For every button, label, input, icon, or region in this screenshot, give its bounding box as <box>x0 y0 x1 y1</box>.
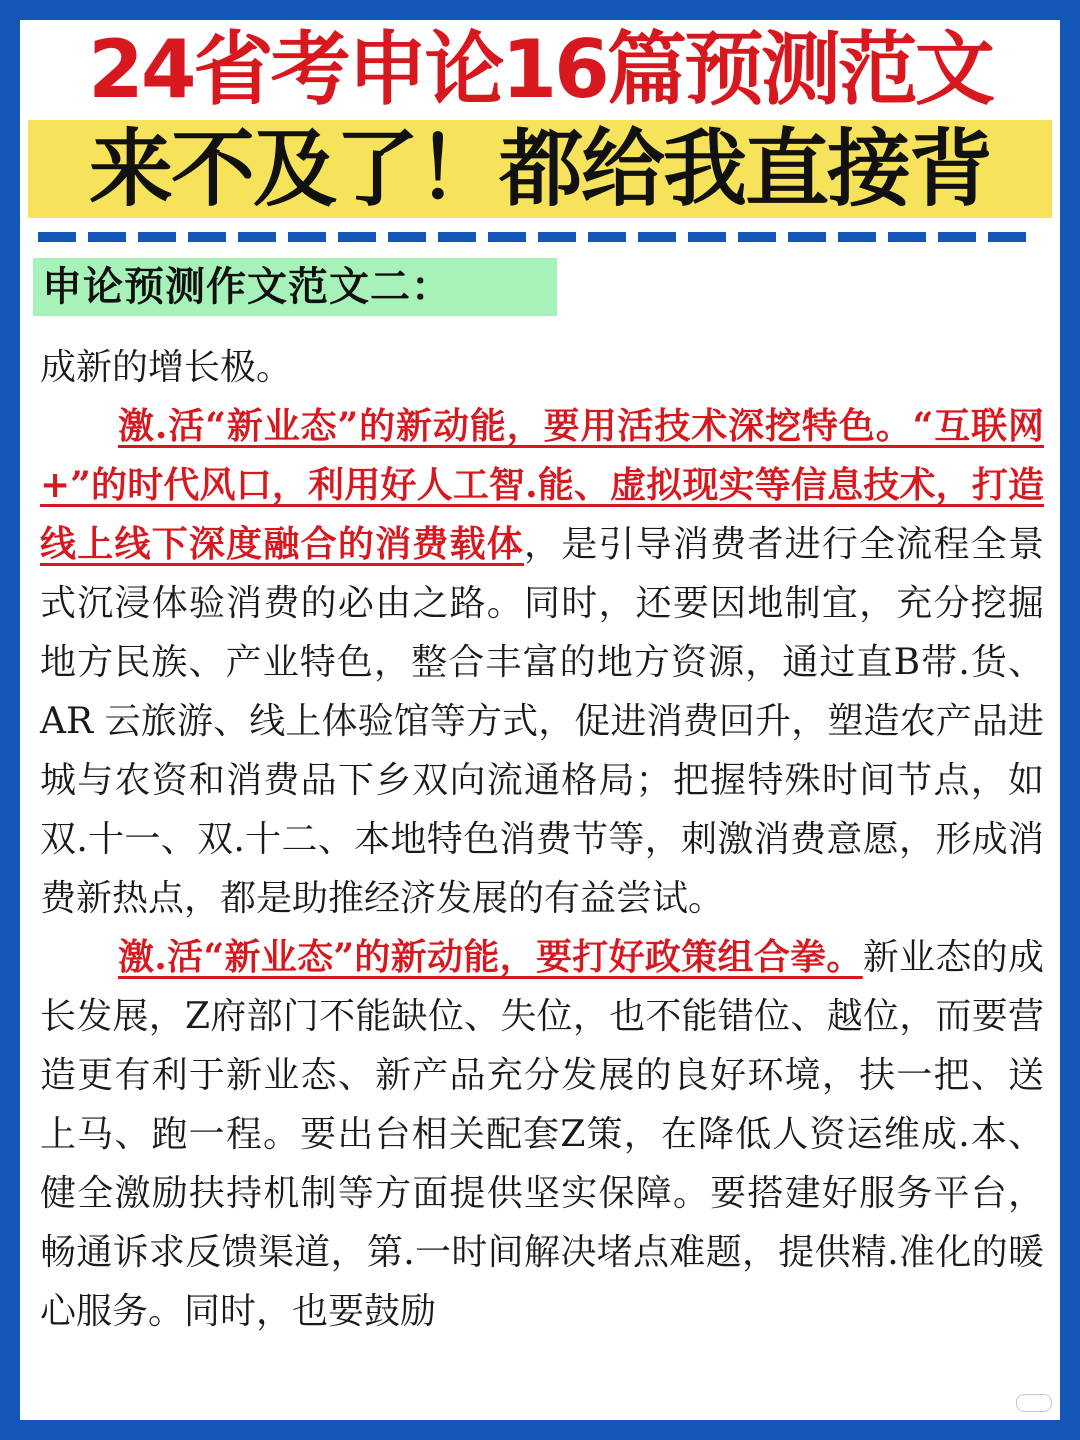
page-title: 24省考申论16篇预测范文 <box>88 23 992 116</box>
essay-body <box>40 338 1044 1341</box>
paragraph-text: 成新的增长极。 <box>40 347 293 388</box>
paragraph-text: 新业态的成长发展，Z府部门不能缺位、失位，也不能错位、越位，而要营造更有利于新业态、新产品充分发展的良好环境，扶一把、送上马、跑一程。要出台相关配套Z策，在降低人资运维成.本、健全激励扶持机制等方面提供坚实保障。要搭建好服务平台，畅通诉求反馈渠道，第.一时间解决堵点难题，提供精.准化的暖心服务。同时，也要鼓励 <box>40 937 1044 1332</box>
highlighted-thesis: 激.活“新业态”的新动能，要用活技术深挖特色。“互联网+”的时代风口，利用好人工智.能、虚拟现实等信息技术，打造线上线下深度融合的消费载体 <box>40 405 1044 565</box>
dashed-divider <box>38 232 1032 242</box>
paragraph-continued <box>40 338 1044 397</box>
section-label: 申论预测作文范文二： <box>42 263 452 310</box>
paragraph <box>40 397 1044 928</box>
page-subtitle: 来不及了！都给我直接背 <box>88 120 991 218</box>
paragraph-text: ，是引导消费者进行全流程全景式沉浸体验消费的必由之路。同时，还要因地制宜，充分挖掘地方民族、产业特色，整合丰富的地方资源，通过直B带.货、AR 云旅游、线上体验馆等方式，促进消费回升，塑造农产品进城与农资和消费品下乡双向流通格局；把握特殊时间节点，如双.十一、双.十二、本地特色消费节等，刺激消费意愿，形成消费新热点，都是助推经济发展的有益尝试。 <box>40 524 1044 919</box>
paragraph <box>40 928 1044 1341</box>
watermark-badge <box>1016 1394 1052 1412</box>
highlighted-thesis: 激.活“新业态”的新动能，要打好政策组合拳。 <box>118 936 863 978</box>
